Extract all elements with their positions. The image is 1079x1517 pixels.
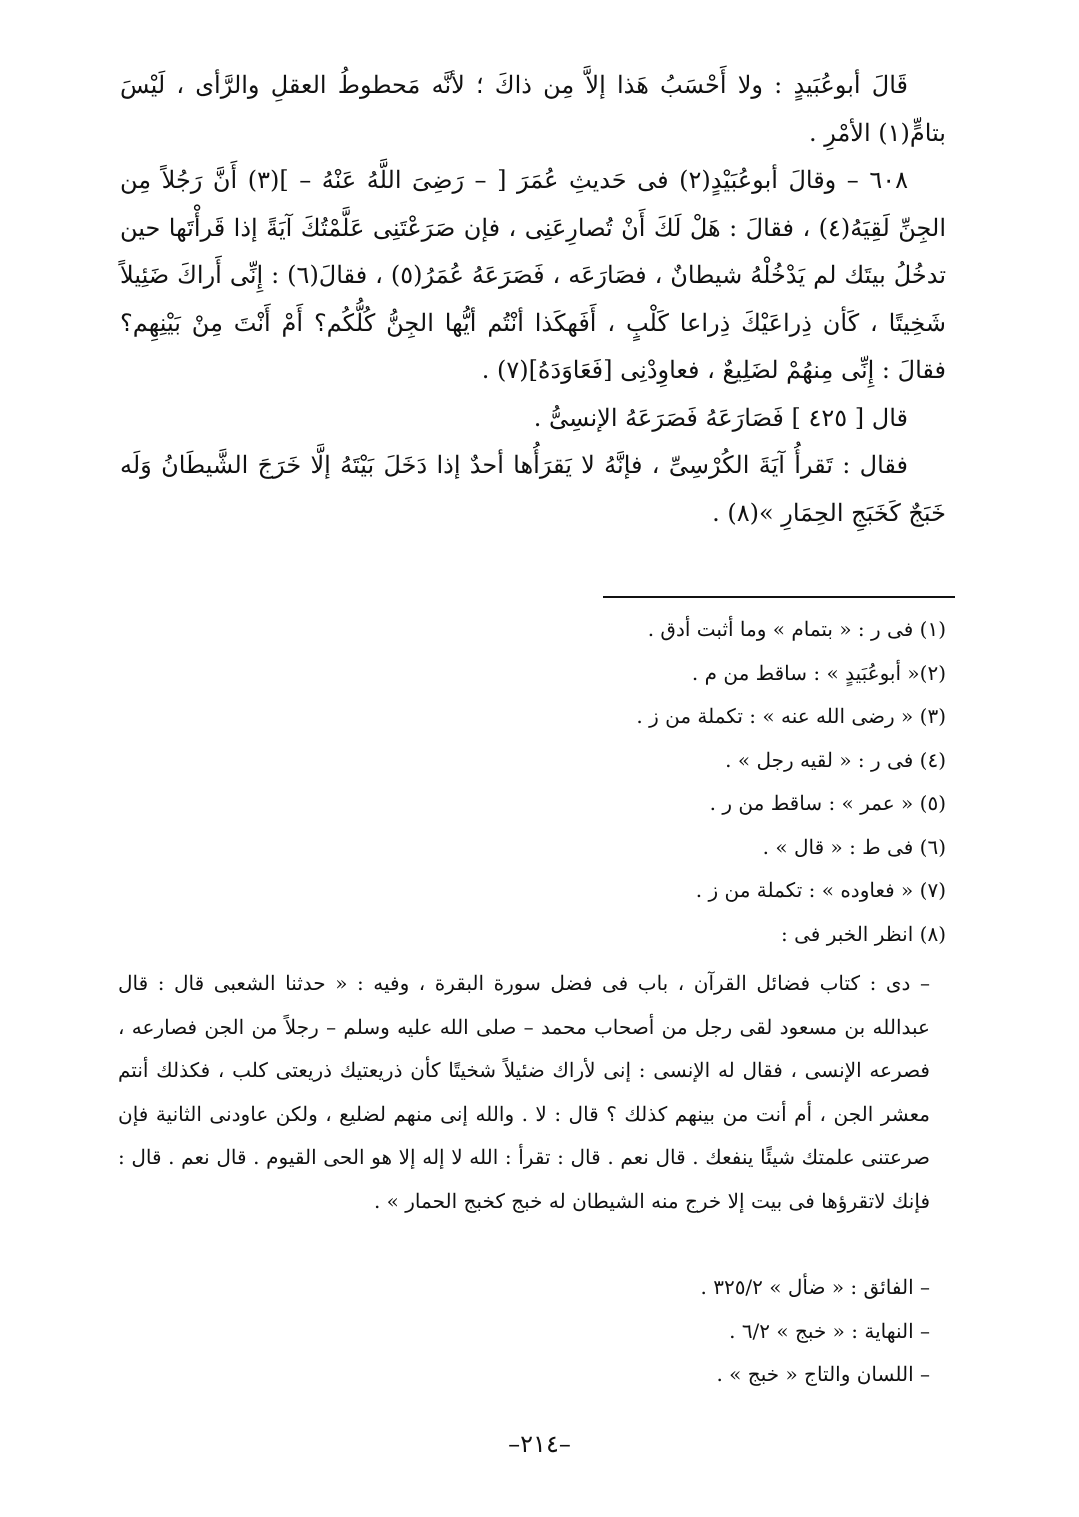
- paragraph-hadith-608: ٦٠٨ – وقالَ أبوعُبَيْدٍ(٢) فى حَديثِ عُمَرَ [ – رَضِىَ اللَّهُ عَنْهُ – ](٣) أَنَّ رَجُلاً مِن الجِنِّ لَقِيَهُ(٤) ، فقالَ : هَلْ لَكَ أَنْ تُصارِعَنِى ، فإن صَرَعْتَنِى عَلَّمْتُكَ آيَةً إذا قَرأْتَها حين تدخُلُ بيتَك لم يَدْخُلْهُ شيطانٌ ، فصَارَعَه ، فَصَرَعَهُ عُمَرُ(٥) ، فقالَ(٦) : إِنِّى أَراكَ ضَئِيلاً شَخِيتًا ، كَأن ذِراعَيْكَ ذِراعا كَلْبٍ ، أَفَهكَذا أنْتُم أيُّها الجِنُّ كُلُّكُم؟ أَمْ أَنْتَ مِنْ بَيْنِهِم؟ فقالَ : إِنِّى مِنهُمْ لضَلِيعٌ ، فعاوِدْنِى [فَعَاوَدَهُ](٧) .: [120, 166, 946, 384]
- reference-lisan: – اللسان والتاج « خبج » .: [716, 1362, 930, 1386]
- footnote-5: (٥) « عمر » : ساقط من ر .: [709, 791, 946, 815]
- footnote-4: (٤) فى ر : « لقيه رجل » .: [725, 747, 946, 772]
- footnotes: [160, 608, 946, 956]
- page-number: –٢١٤–: [508, 1430, 571, 1458]
- footnote-1: (١) فى ر : « بتمام » وما أثبت أدق .: [647, 617, 946, 641]
- footnote-7: (٧) « فعاوده » : تكملة من ز .: [695, 878, 946, 902]
- paragraph-commentary: قَالَ أبوعُبَيدٍ : ولا أَحْسَبُ هَذا إلاَّ مِن ذاكَ ؛ لأنَّه مَحطوطُ العقلِ والرَّأى ، لَيْسَ بتامٍّ(١) الأمْرِ .: [120, 71, 946, 147]
- footnote-8: (٨) انظر الخبر فى :: [781, 921, 946, 946]
- paragraph-ayat-kursi: فقال : تَقرأُ آيَةَ الكُرْسِىِّ ، فإنَّهُ لا يَقرَأُها أحدٌ إذا دَخَلَ بَيْتَهُ إلَّا خَرَجَ الشَّيطَانُ وَلَه خَبَجٌ كَخَبَجِ الحِمَارِ »(٨) .: [120, 451, 946, 527]
- footnote-3: (٣) « رضى الله عنه » : تكملة من ز .: [636, 704, 946, 728]
- footnote-6: (٦) فى ط : « قال » .: [762, 834, 946, 859]
- paragraph-narration: قال [ ٤٢٥ ] فَصَارَعَهُ فَصَرَعَهُ الإنسِىُّ .: [533, 403, 908, 432]
- main-text: [120, 62, 946, 537]
- reference-nihaya: – النهاية : « خبج » ٦/٢ .: [729, 1318, 930, 1343]
- source-darimi: – دى : كتاب فضائل القرآن ، باب فى فضل سورة البقرة ، وفيه : « حدثنا الشعبى قال : قال عبدالله بن مسعود لقى رجل من أصحاب محمد – صلى الله عليه وسلم – رجلاً من الجن فصارعه ، فصرعه الإنسى ، فقال له الإنسى : إنى لأراك ضئيلاً شخيتًا كأن ذريعتيك ذريعتى كلب ، فكذلك أنتم معشر الجن ، أم أنت من بينهم كذلك ؟ قال : لا . والله إنى منهم لضليع ، ولكن عاودنى الثانية فإن صرعتنى علمتك شيئًا ينفعك . قال نعم . قال : تقرأ : الله لا إله إلا هو الحى القيوم . قال نعم . قال : فإنك لاتقرؤها فى بيت إلا خرج منه الشيطان له خبج كخبج الحمار » .: [118, 971, 930, 1213]
- footnote-8-source: [118, 962, 930, 1223]
- footnote-8-references: [160, 1266, 930, 1397]
- footnote-separator: [603, 596, 955, 598]
- reference-faiq: – الفائق : « ضأل » ٣٢٥/٢ .: [700, 1275, 930, 1299]
- footnote-2: (٢)« أبوعُبَيدٍ » : ساقط من م .: [691, 660, 946, 685]
